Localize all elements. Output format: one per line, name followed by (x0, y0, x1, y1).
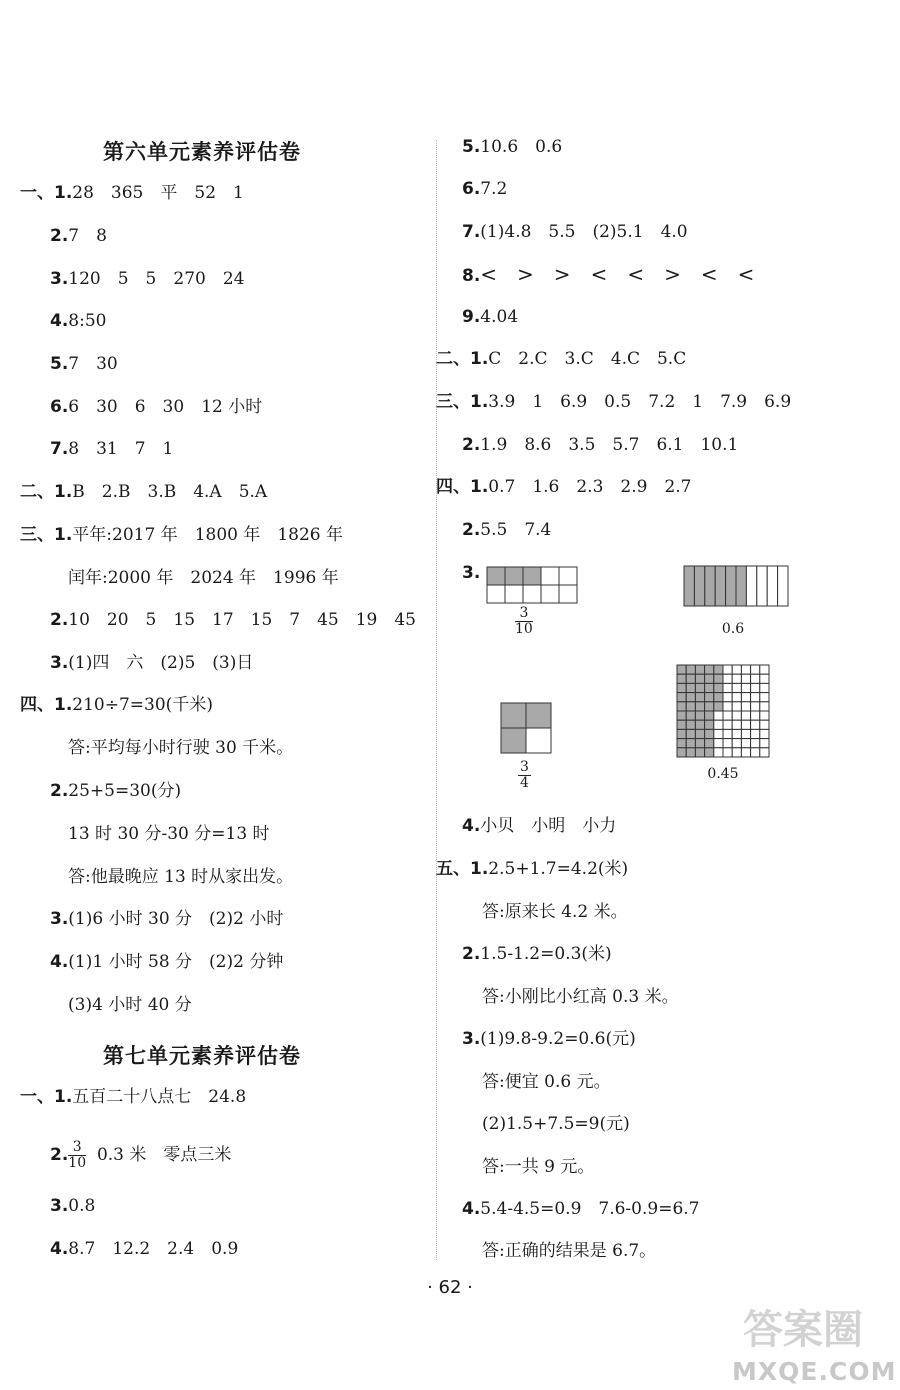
grid-cell (760, 665, 769, 674)
grid-cell (723, 748, 732, 757)
shaded-cell (705, 729, 714, 738)
strip (757, 566, 767, 606)
answer-line: 闰年:2000 年 2024 年 1996 年 (68, 568, 339, 588)
grid-cell (541, 585, 559, 603)
shaded-strip (684, 566, 694, 606)
shaded-cell (705, 702, 714, 711)
grid-cell (723, 711, 732, 720)
grid-cell (751, 665, 760, 674)
figure-decimal-label: 0.6 (721, 621, 745, 637)
grid-cell (526, 728, 551, 753)
strip (746, 566, 756, 606)
shaded-cell (705, 739, 714, 748)
answer-line: 五、1.2.5+1.7=4.2(米) (436, 859, 629, 879)
grid-cell (559, 585, 577, 603)
grid-cell (714, 729, 723, 738)
quarter-square-figure (500, 702, 554, 754)
grid-cell (732, 702, 741, 711)
answer-line: 3.0.8 (50, 1196, 96, 1216)
shaded-cell (714, 702, 723, 711)
answer-line: 2. $\frac{3}{10}$ 0.3 米 零点三米 (50, 1139, 232, 1171)
grid-cell (714, 720, 723, 729)
answer-line: 二、1.B 2.B 3.B 4.A 5.A (20, 482, 268, 502)
shaded-cell (705, 665, 714, 674)
shaded-cell (677, 674, 686, 683)
grid-cell (732, 748, 741, 757)
grid-cell (741, 720, 750, 729)
shaded-cell (686, 711, 695, 720)
answer-line: 三、1.平年:2017 年 1800 年 1826 年 (20, 525, 344, 545)
shaded-cell (677, 683, 686, 692)
page-number: · 62 · (427, 1277, 473, 1298)
shaded-cell (677, 702, 686, 711)
shaded-cell (714, 674, 723, 683)
answer-line: 3. (462, 563, 481, 583)
answer-line: 2.1.9 8.6 3.5 5.7 6.1 10.1 (462, 435, 739, 455)
shaded-cell (695, 683, 704, 692)
grid-cell (751, 720, 760, 729)
fraction: $\frac{3}{10}$ (68, 1139, 87, 1171)
answer-line: 6.7.2 (462, 179, 508, 199)
grid-cell (741, 748, 750, 757)
grid-cell (732, 683, 741, 692)
strip (767, 566, 777, 606)
answer-line: 答:一共 9 元。 (482, 1157, 595, 1177)
decimal-strip-figure (683, 565, 789, 607)
shaded-cell (523, 567, 541, 585)
shaded-cell (705, 711, 714, 720)
answer-line: 4.8:50 (50, 311, 107, 331)
grid-cell (714, 711, 723, 720)
shaded-cell (686, 748, 695, 757)
grid-cell (760, 683, 769, 692)
strip (778, 566, 788, 606)
shaded-cell (677, 739, 686, 748)
shaded-cell (677, 729, 686, 738)
shaded-cell (677, 748, 686, 757)
hundred-grid-figure (676, 664, 770, 758)
answer-line: 4.小贝 小明 小力 (462, 816, 617, 836)
column-divider (436, 140, 437, 1260)
answer-line: 2.10 20 5 15 17 15 7 45 19 45 (50, 610, 416, 630)
answer-line: 答:便宜 0.6 元。 (482, 1072, 611, 1092)
answer-line: 一、1.五百二十八点七 24.8 (20, 1087, 247, 1107)
answer-line: 三、1.3.9 1 6.9 0.5 7.2 1 7.9 6.9 (436, 392, 792, 412)
grid-cell (751, 711, 760, 720)
grid-cell (751, 674, 760, 683)
grid-cell (523, 585, 541, 603)
grid-cell (723, 702, 732, 711)
shaded-cell (526, 703, 551, 728)
shaded-cell (686, 693, 695, 702)
shaded-cell (686, 720, 695, 729)
grid-cell (760, 748, 769, 757)
grid-cell (751, 739, 760, 748)
figure-fraction-label: $\frac{3}{4}$ (520, 759, 529, 791)
shaded-cell (695, 674, 704, 683)
grid-cell (751, 702, 760, 711)
grid-cell (732, 729, 741, 738)
answer-line: 二、1.C 2.C 3.C 4.C 5.C (436, 349, 687, 369)
answer-line: 2.7 8 (50, 226, 107, 246)
shaded-cell (705, 693, 714, 702)
shaded-cell (686, 665, 695, 674)
grid-cell (741, 665, 750, 674)
grid-cell (732, 739, 741, 748)
watermark-text: MXQE.COM (732, 1357, 897, 1386)
shaded-cell (501, 703, 526, 728)
grid-cell (732, 665, 741, 674)
grid-cell (714, 748, 723, 757)
shaded-cell (677, 693, 686, 702)
shaded-cell (686, 674, 695, 683)
shaded-cell (686, 739, 695, 748)
grid-cell (741, 674, 750, 683)
grid-cell (732, 693, 741, 702)
answer-line: 9.4.04 (462, 307, 519, 327)
answer-line: (3)4 小时 40 分 (68, 995, 192, 1015)
shaded-cell (695, 665, 704, 674)
answer-line: 5.10.6 0.6 (462, 137, 563, 157)
grid-cell (732, 674, 741, 683)
grid-cell (723, 739, 732, 748)
grid-cell (741, 702, 750, 711)
grid-cell (760, 693, 769, 702)
grid-cell (723, 693, 732, 702)
answer-line: 一、1.28 365 平 52 1 (20, 183, 244, 203)
grid-cell (723, 665, 732, 674)
answer-line: 2.5.5 7.4 (462, 520, 552, 540)
grid-cell (723, 720, 732, 729)
answer-line: 答:小刚比小红高 0.3 米。 (482, 987, 679, 1007)
answer-line: 3.120 5 5 270 24 (50, 269, 245, 289)
grid-cell (751, 683, 760, 692)
shaded-strip (726, 566, 736, 606)
answer-line: 5.7 30 (50, 354, 118, 374)
grid-cell (741, 739, 750, 748)
shaded-cell (695, 693, 704, 702)
answer-line: 7.(1)4.8 5.5 (2)5.1 4.0 (462, 222, 688, 242)
shaded-cell (686, 702, 695, 711)
answer-line: 答:原来长 4.2 米。 (482, 902, 628, 922)
grid-cell (732, 711, 741, 720)
answer-line: 4.8.7 12.2 2.4 0.9 (50, 1239, 239, 1259)
shaded-cell (714, 693, 723, 702)
grid-cell (505, 585, 523, 603)
grid-cell (487, 585, 505, 603)
shaded-cell (695, 729, 704, 738)
shaded-cell (705, 748, 714, 757)
grid-cell (751, 748, 760, 757)
grid-cell (741, 693, 750, 702)
grid-cell (751, 693, 760, 702)
grid-cell (760, 739, 769, 748)
shaded-cell (695, 748, 704, 757)
shaded-strip (694, 566, 704, 606)
grid-cell (723, 683, 732, 692)
grid-cell (741, 711, 750, 720)
figure-fraction-label: $\frac{3}{10}$ (515, 605, 533, 637)
shaded-cell (677, 665, 686, 674)
shaded-cell (695, 739, 704, 748)
answer-line: 答:他最晚应 13 时从家出发。 (68, 867, 294, 887)
fraction-grid-figure (486, 566, 580, 604)
grid-cell (760, 711, 769, 720)
answer-line: 7.8 31 7 1 (50, 439, 174, 459)
answer-line: 2.25+5=30(分) (50, 781, 182, 801)
grid-cell (760, 720, 769, 729)
shaded-cell (505, 567, 523, 585)
shaded-cell (686, 729, 695, 738)
answer-line: 4.5.4-4.5=0.9 7.6-0.9=6.7 (462, 1199, 700, 1219)
answer-line: 四、1.210÷7=30(千米) (20, 695, 213, 715)
shaded-cell (705, 720, 714, 729)
answer-line: 答:平均每小时行驶 30 千米。 (68, 738, 294, 758)
grid-cell (723, 674, 732, 683)
unit7-title: 第七单元素养评估卷 (103, 1044, 301, 1068)
answer-line: 3.(1)6 小时 30 分 (2)2 小时 (50, 909, 284, 929)
answer-line: 4.(1)1 小时 58 分 (2)2 分钟 (50, 952, 284, 972)
grid-cell (541, 567, 559, 585)
shaded-cell (714, 683, 723, 692)
figure-decimal-label: 0.45 (707, 766, 739, 782)
shaded-cell (677, 720, 686, 729)
shaded-strip (715, 566, 725, 606)
grid-cell (760, 674, 769, 683)
grid-cell (732, 720, 741, 729)
grid-cell (751, 729, 760, 738)
grid-cell (741, 683, 750, 692)
shaded-cell (501, 728, 526, 753)
grid-cell (760, 702, 769, 711)
answer-line: 2.1.5-1.2=0.3(米) (462, 944, 612, 964)
unit6-title: 第六单元素养评估卷 (103, 140, 301, 164)
grid-cell (723, 729, 732, 738)
answer-line: (2)1.5+7.5=9(元) (482, 1114, 630, 1134)
shaded-cell (695, 720, 704, 729)
shaded-cell (686, 683, 695, 692)
answer-line: 答:正确的结果是 6.7。 (482, 1241, 657, 1261)
shaded-strip (736, 566, 746, 606)
shaded-cell (695, 702, 704, 711)
shaded-strip (705, 566, 715, 606)
grid-cell (760, 729, 769, 738)
shaded-cell (705, 683, 714, 692)
shaded-cell (714, 665, 723, 674)
answer-line: 8.< > > < < > < < (462, 262, 755, 286)
shaded-cell (695, 711, 704, 720)
grid-cell (741, 729, 750, 738)
grid-cell (559, 567, 577, 585)
shaded-cell (705, 674, 714, 683)
answer-line: 6.6 30 6 30 12 小时 (50, 397, 263, 417)
shaded-cell (677, 711, 686, 720)
answer-line: 3.(1)四 六 (2)5 (3)日 (50, 653, 254, 673)
answer-line: 四、1.0.7 1.6 2.3 2.9 2.7 (436, 477, 692, 497)
shaded-cell (487, 567, 505, 585)
answer-line: 13 时 30 分-30 分=13 时 (68, 824, 270, 844)
grid-cell (714, 739, 723, 748)
answer-line: 3.(1)9.8-9.2=0.6(元) (462, 1029, 636, 1049)
svg-text:答案圈: 答案圈 (743, 1307, 863, 1353)
